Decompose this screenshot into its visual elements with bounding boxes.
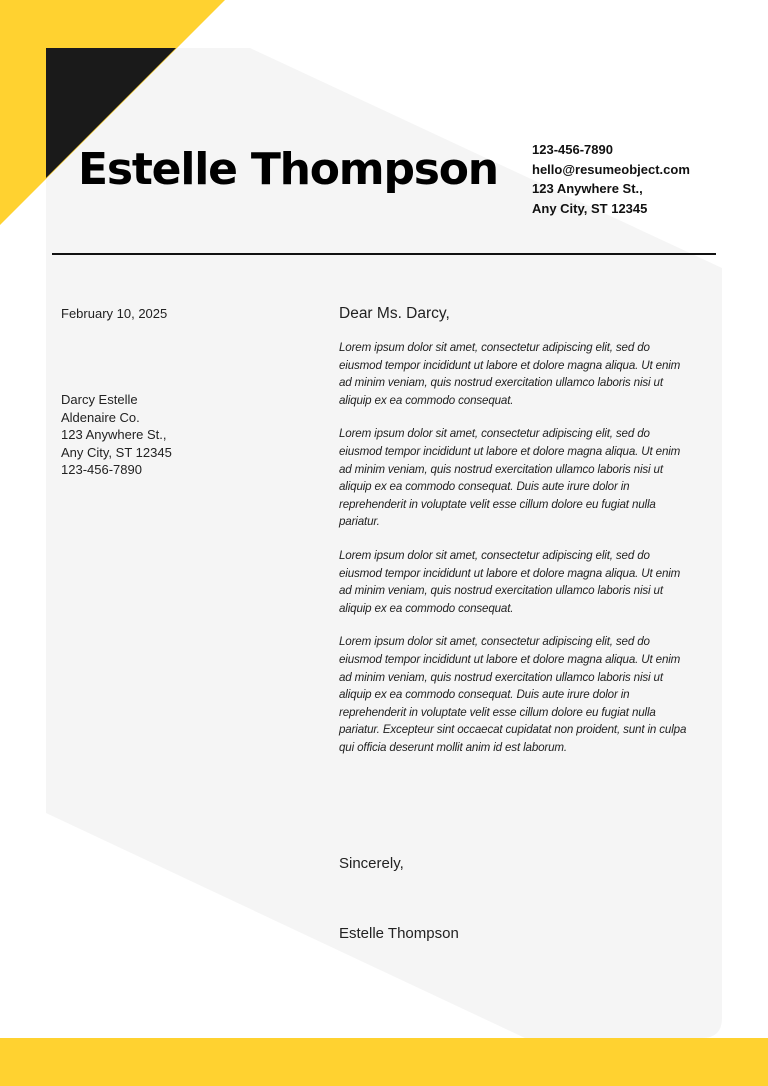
body-paragraph: Lorem ipsum dolor sit amet, consectetur adipiscing elit, sed do eiusmod tempor incididunt ut labore et dolore magna aliqua. Ut enim ad minim veniam, quis nostrud exercitation ullamco laboris nisi ut aliquip ex ea commodo consequat. Duis aute irure dolor in reprehenderit in voluptate velit esse cillum dolore eu fugiat nulla pariatur. Excepteur sint occaecat cupidatat non proident, sunt in culpa qui officia deserunt mollit anim id est laborum.	[339, 635, 687, 754]
letter-body	[339, 305, 694, 772]
yellow-footer-bar	[0, 1038, 768, 1086]
recipient-city: Any City, ST 12345	[61, 444, 172, 460]
sender-email: hello@resumeobject.com	[532, 161, 690, 177]
body-paragraph: Lorem ipsum dolor sit amet, consectetur adipiscing elit, sed do eiusmod tempor incididunt ut labore et dolore magna aliqua. Ut enim ad minim veniam, quis nostrud exercitation ullamco laboris nisi ut aliquip ex ea commodo consequat. Duis aute irure dolor in reprehenderit in voluptate velit esse cillum dolore eu fugiat nulla pariatur.	[339, 427, 681, 529]
recipient-street: 123 Anywhere St.,	[61, 427, 167, 442]
sender-city: Any City, ST 12345	[532, 200, 648, 216]
letter-date: February 10, 2025	[61, 306, 168, 321]
body-paragraph: Lorem ipsum dolor sit amet, consectetur adipiscing elit, sed do eiusmod tempor incididunt ut labore et dolore magna aliqua. Ut enim ad minim veniam, quis nostrud exercitation ullamco laboris nisi ut aliquip ex ea commodo consequat.	[339, 548, 681, 615]
recipient-name: Darcy Estelle	[61, 392, 138, 407]
signature: Estelle Thompson	[339, 925, 459, 942]
sender-street: 123 Anywhere St.,	[532, 181, 643, 196]
header-divider	[52, 253, 716, 255]
sender-phone: 123-456-7890	[532, 142, 613, 157]
salutation: Dear Ms. Darcy,	[339, 305, 450, 322]
closing: Sincerely,	[339, 855, 404, 872]
sender-name: Estelle Thompson	[78, 144, 498, 195]
recipient-company: Aldenaire Co.	[61, 409, 140, 425]
recipient-block	[61, 391, 172, 479]
sender-contact	[532, 140, 690, 218]
body-paragraph: Lorem ipsum dolor sit amet, consectetur adipiscing elit, sed do eiusmod tempor incididunt ut labore et dolore magna aliqua. Ut enim ad minim veniam, quis nostrud exercitation ullamco laboris nisi ut aliquip ex ea commodo consequat.	[339, 341, 681, 407]
recipient-phone: 123-456-7890	[61, 462, 142, 477]
